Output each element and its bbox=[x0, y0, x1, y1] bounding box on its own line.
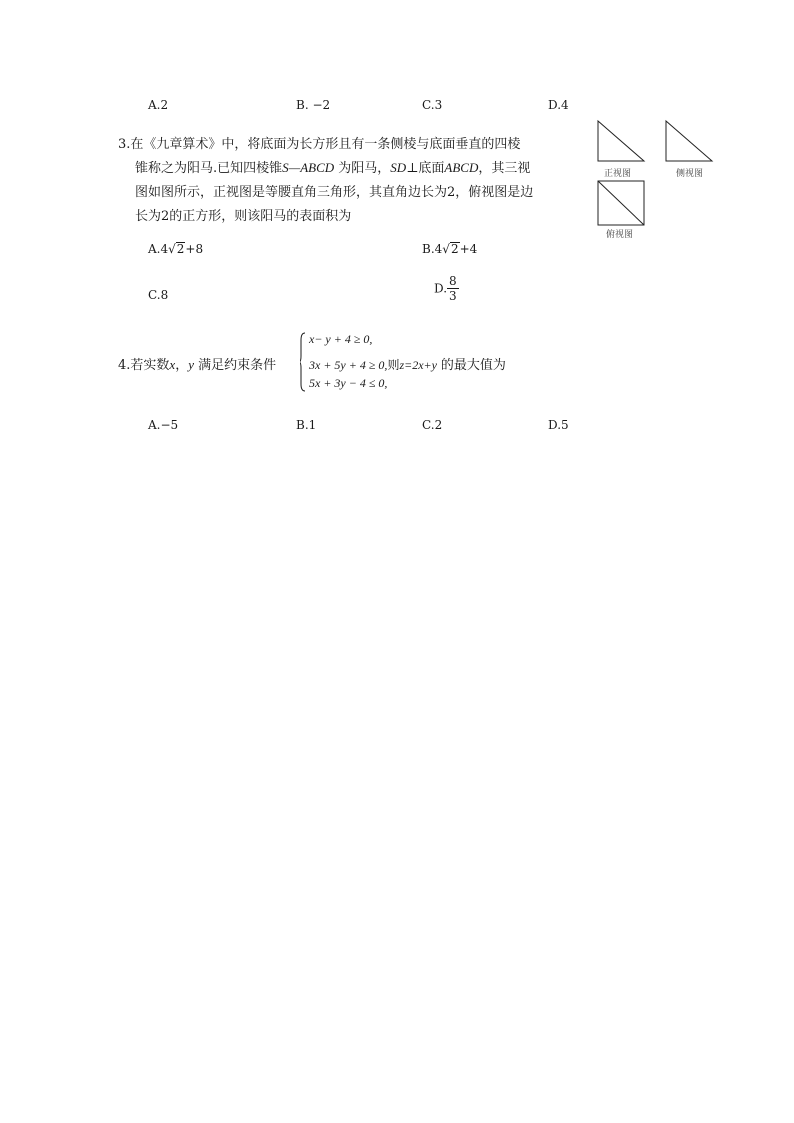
q4-var-x: x bbox=[169, 357, 176, 372]
q4-option-c: C.2 bbox=[422, 418, 443, 432]
front-view-caption: 正视图 bbox=[604, 169, 632, 179]
q4-option-b: B.1 bbox=[296, 418, 317, 432]
q2-option-c: C.3 bbox=[422, 98, 443, 112]
q3-option-d-fraction bbox=[447, 274, 459, 303]
top-view-diagonal bbox=[598, 181, 644, 225]
q3-option-b bbox=[422, 242, 477, 256]
objective-function: z=2x+y bbox=[399, 358, 437, 372]
q3-option-a bbox=[148, 242, 203, 256]
sqrt-symbol: √ bbox=[168, 242, 176, 256]
q3-pyramid-name: S—ABCD bbox=[282, 160, 335, 175]
q3-line-2 bbox=[135, 157, 530, 176]
q3-option-b-radicand: 2 bbox=[450, 242, 459, 256]
q3-option-a-suffix: +8 bbox=[185, 242, 204, 256]
q3-line-1: 3.在《九章算术》中，将底面为长方形且有一条侧棱与底面垂直的四棱 bbox=[118, 137, 521, 152]
q3-option-b-prefix: B.4 bbox=[422, 242, 443, 256]
top-view-caption: 俯视图 bbox=[606, 230, 634, 240]
q4-var-y: y bbox=[188, 357, 194, 372]
constraint-2: 3x + 5y + 4 ≥ 0, bbox=[309, 358, 388, 372]
three-view-figure bbox=[592, 115, 722, 245]
q4-comma: ， bbox=[175, 358, 189, 373]
q4-option-d: D.5 bbox=[548, 418, 569, 432]
q4-constraint-label: 满足约束条件 bbox=[198, 358, 277, 373]
q3-line-3: 图如图所示，正视图是等腰直角三角形，其直角边长为2，俯视图是边 bbox=[135, 185, 534, 200]
q4-prefix: 4.若实数 bbox=[118, 358, 170, 373]
q3-line-4: 长为2的正方形，则该阳马的表面积为 bbox=[135, 209, 352, 224]
q3-line-2-g: ，其三视 bbox=[478, 161, 531, 176]
q3-option-a-prefix: A.4 bbox=[148, 242, 169, 256]
side-view-caption: 侧视图 bbox=[676, 169, 704, 179]
q3-edge-sd: SD bbox=[390, 160, 407, 175]
q2-option-b: B. −2 bbox=[296, 98, 331, 112]
q4-then: 则 bbox=[387, 358, 400, 372]
q2-option-d: D.4 bbox=[548, 98, 569, 112]
constraint-3: 5x + 3y − 4 ≤ 0, bbox=[309, 376, 388, 390]
fraction-numerator: 8 bbox=[449, 274, 457, 288]
q3-line-2-e: ⊥底面 bbox=[406, 161, 445, 176]
q3-base-abcd: ABCD bbox=[444, 160, 479, 175]
side-view-triangle bbox=[666, 121, 712, 161]
q3-option-b-suffix: +4 bbox=[459, 242, 478, 256]
q3-option-d-prefix: D. bbox=[434, 281, 448, 296]
q2-option-a: A.2 bbox=[148, 98, 169, 112]
front-view-triangle bbox=[598, 121, 644, 161]
q3-option-c: C.8 bbox=[148, 288, 169, 302]
q4-option-a: A.−5 bbox=[148, 418, 179, 432]
constraint-1: x− y + 4 ≥ 0, bbox=[309, 332, 373, 346]
sqrt-symbol: √ bbox=[442, 242, 450, 256]
q3-option-d bbox=[434, 274, 459, 303]
fraction-denominator: 3 bbox=[449, 289, 457, 303]
constraint-brace bbox=[300, 332, 306, 392]
q3-option-a-radicand: 2 bbox=[176, 242, 185, 256]
q4-stem bbox=[118, 354, 276, 373]
q3-line-2-a: 锥称之为阳马.已知四棱锥 bbox=[135, 161, 283, 176]
q4-question-end: 的最大值为 bbox=[440, 358, 506, 373]
q3-line-2-c: 为阳马， bbox=[338, 161, 391, 176]
constraint-2-line bbox=[309, 354, 506, 373]
